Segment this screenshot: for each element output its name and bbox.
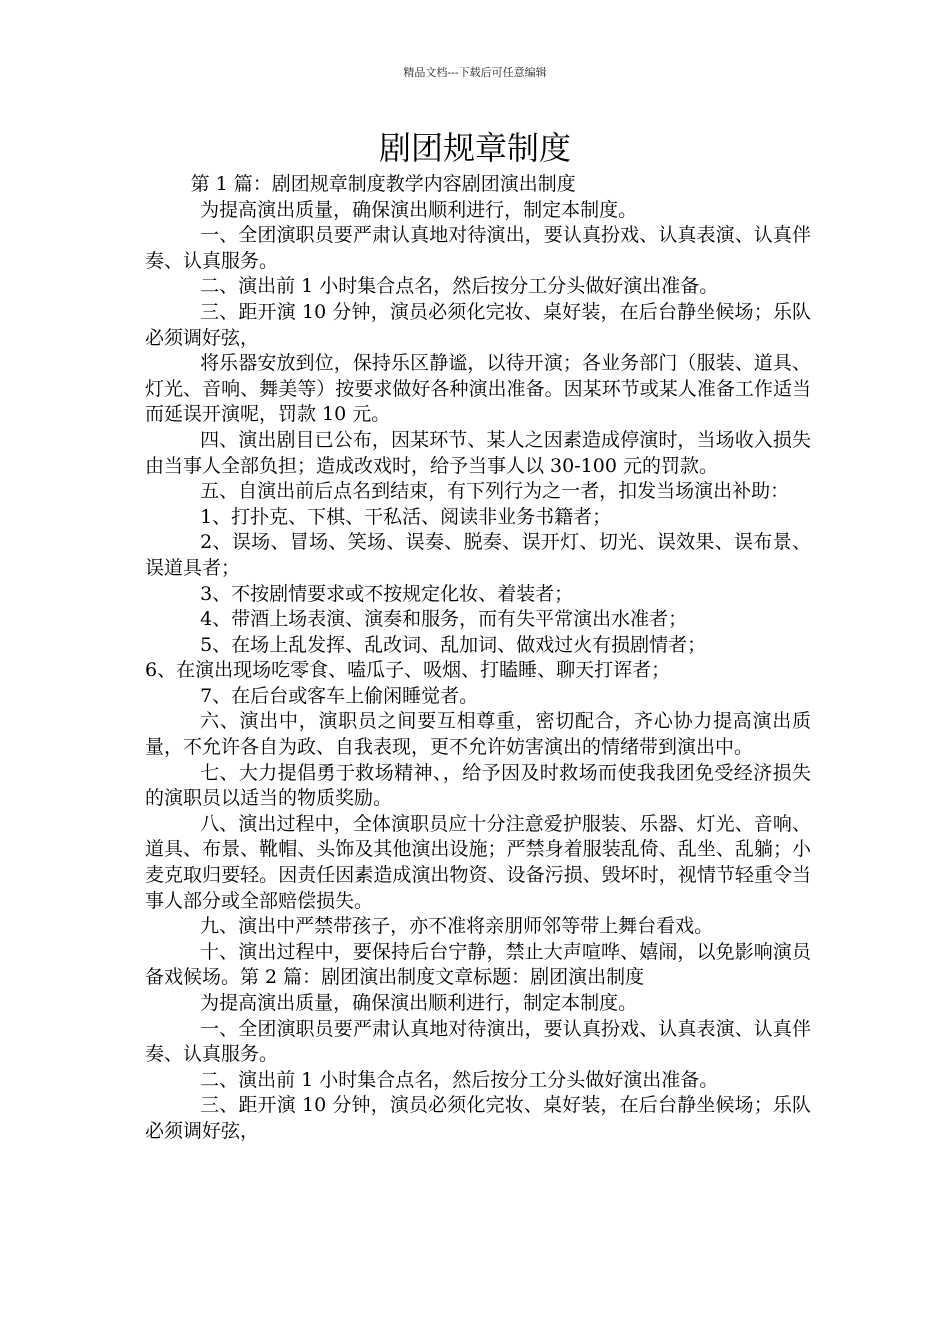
list-item: 4、带酒上场表演、演奏和服务，而有失平常演出水准者； xyxy=(200,608,688,631)
paragraph: 为提高演出质量，确保演出顺利进行，制定本制度。 xyxy=(200,198,638,221)
paragraph: 五、自演出前后点名到结束，有下列行为之一者，扣发当场演出补助： xyxy=(200,480,790,503)
paragraph: 三、距开演 10 分钟，演员必须化完妆、桌好装，在后台静坐候场；乐队必须调好弦， xyxy=(145,1094,811,1142)
document-title: 剧团规章制度 xyxy=(378,129,571,167)
list-item: 5、在场上乱发挥、乱改词、乱加词、做戏过火有损剧情者； xyxy=(200,633,707,656)
paragraph: 七、大力提倡勇于救场精神、，给予因及时救场而使我我团免受经济损失的演职员以适当的物质奖励。 xyxy=(145,761,811,810)
page-header-note: 精品文档---下载后可任意编辑 xyxy=(403,66,547,79)
list-item: 1、打扑克、下棋、干私活、阅读非业务书籍者； xyxy=(200,505,612,528)
list-item: 3、不按剧情要求或不按规定化妆、着装者； xyxy=(200,582,574,605)
list-item: 6、在演出现场吃零食、嗑瓜子、吸烟、打瞌睡、聊天打诨者； xyxy=(145,659,671,682)
paragraph: 八、演出过程中，全体演职员应十分注意爱护服装、乐器、灯光、音响、道具、布景、靴帽、头饰及其他演出设施；严禁身着服装乱倚、乱坐、乱躺；小麦克取归要轻。因责任因素造成演出物资、设备污损、毁坏时，视情节轻重令当事人部分或全部赔偿损失。 xyxy=(145,812,811,912)
paragraph: 九、演出中严禁带孩子，亦不准将亲朋师邻等带上舞台看戏。 xyxy=(200,915,714,938)
paragraph: 将乐器安放到位，保持乐区静谧，以待开演；各业务部门（服装、道具、灯光、音响、舞美等）按要求做好各种演出准备。因某环节或某人准备工作适当而延误开演呢，罚款 10 元。 xyxy=(145,352,811,426)
paragraph: 二、演出前 1 小时集合点名，然后按分工分头做好演出准备。 xyxy=(200,1068,719,1091)
paragraph: 十、演出过程中，要保持后台宁静，禁止大声喧哗、嬉闹，以免影响演员备戏候场。第 2 篇：剧团演出制度文章标题：剧团演出制度 xyxy=(145,940,811,989)
paragraph: 为提高演出质量，确保演出顺利进行，制定本制度。 xyxy=(200,992,638,1014)
paragraph: 一、全团演职员要严肃认真地对待演出，要认真扮戏、认真表演、认真伴奏、认真服务。 xyxy=(145,1017,811,1066)
paragraph: 二、演出前 1 小时集合点名，然后按分工分头做好演出准备。 xyxy=(200,275,719,298)
list-item: 2、误场、冒场、笑场、误奏、脱奏、误开灯、切光、误效果、误布景、误道具者； xyxy=(145,531,811,579)
paragraph: 六、演出中，演职员之间要互相尊重，密切配合，齐心协力提高演出质量，不允许各自为政、自我表现，更不允许妨害演出的情绪带到演出中。 xyxy=(145,710,811,759)
document-body xyxy=(145,172,811,1145)
paragraph: 三、距开演 10 分钟，演员必须化完妆、桌好装，在后台静坐候场；乐队必须调好弦， xyxy=(145,300,811,349)
section-heading-1: 第 1 篇：剧团规章制度教学内容剧团演出制度 xyxy=(190,173,576,195)
paragraph: 四、演出剧目已公布，因某环节、某人之因素造成停演时，当场收入损失由当事人全部负担；造成改戏时，给予当事人以 30-100 元的罚款。 xyxy=(145,428,811,477)
list-item: 7、在后台或客车上偷闲睡觉者。 xyxy=(200,684,479,707)
paragraph: 一、全团演职员要严肃认真地对待演出，要认真扮戏、认真表演、认真伴奏、认真服务。 xyxy=(145,224,811,272)
